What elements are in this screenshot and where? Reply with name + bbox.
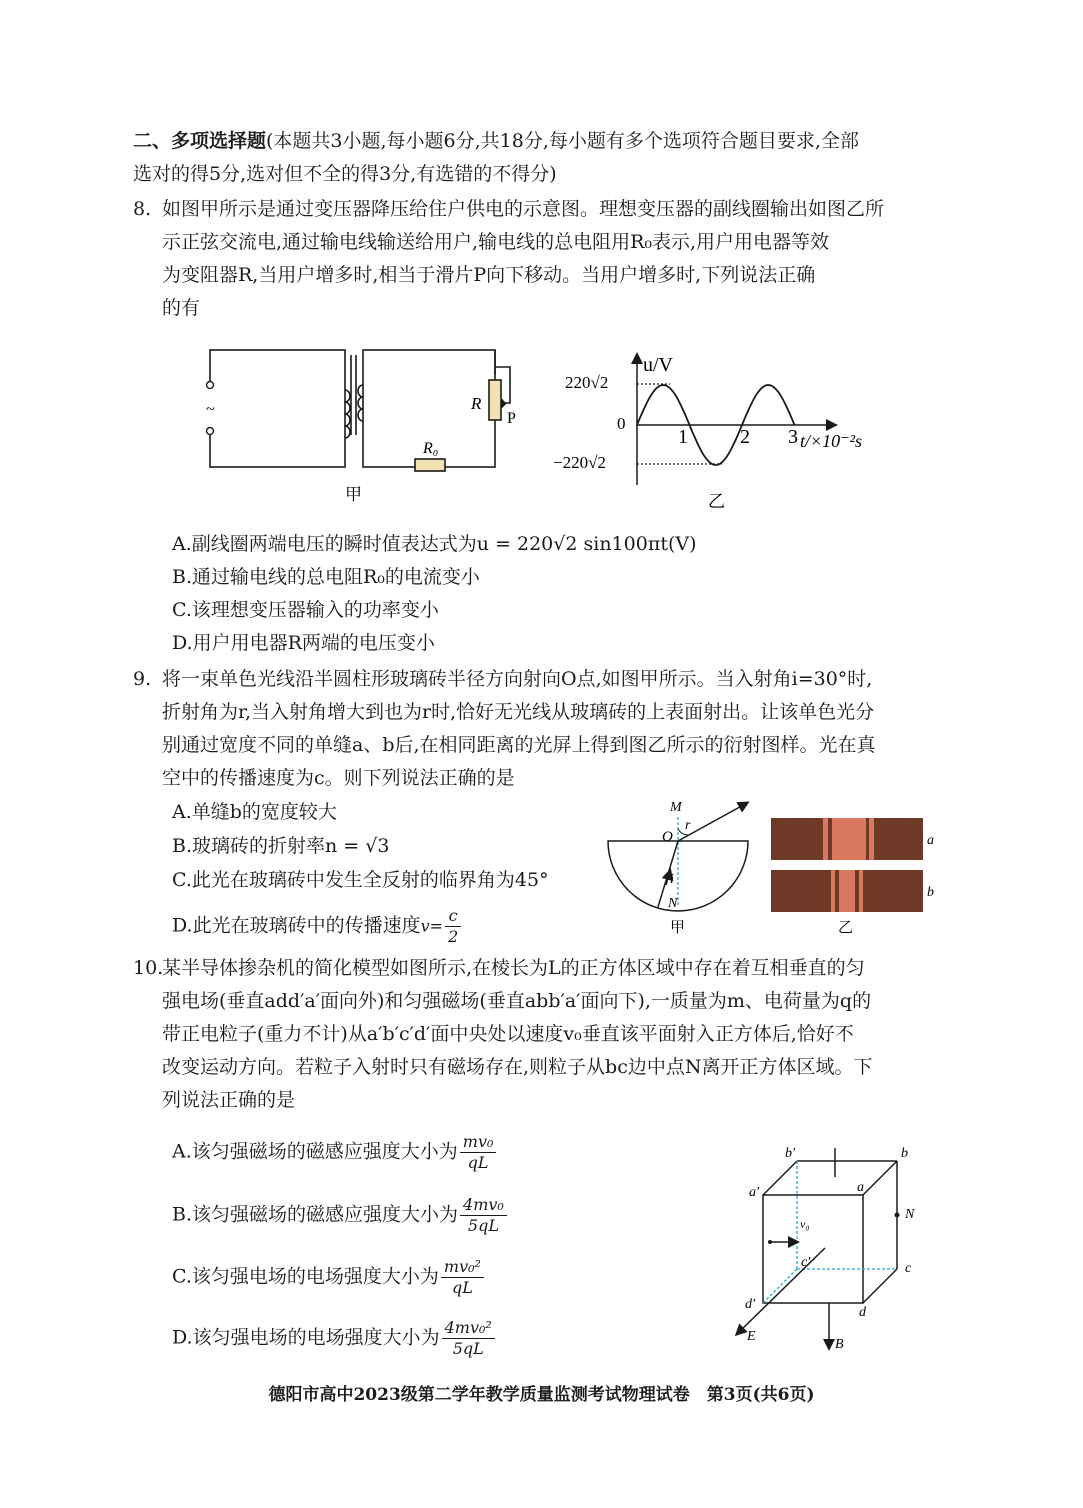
- q9-option-d-var: v=: [420, 916, 444, 936]
- label-N: N: [668, 896, 678, 911]
- q9-option-d: [172, 906, 461, 947]
- label-O: O: [662, 829, 673, 845]
- label-N-cube: N: [905, 1207, 915, 1222]
- q10-option-a-text: A.该匀强磁场的磁感应强度大小为: [172, 1140, 458, 1163]
- label-R0: R₀: [423, 440, 439, 457]
- q10-option-d: [172, 1318, 495, 1359]
- q8-option-d: D.用户用电器R两端的电压变小: [172, 632, 435, 654]
- section-instructions-line2: 选对的得5分,选对但不全的得3分,有选错的不得分): [133, 163, 557, 185]
- label-a: a: [927, 833, 934, 848]
- q10-stem-line2: 强电场(垂直add′a′面向外)和匀强磁场(垂直abb′a′面向下),一质量为m、电荷量为q的: [162, 990, 872, 1012]
- q8-stem-line3: 为变阻器R,当用户增多时,相当于滑片P向下移动。当用户增多时,下列说法正确: [162, 264, 816, 286]
- q8-stem-line2: 示正弦交流电,通过输电线输送给用户,输电线的总电阻用R₀表示,用户用电器等效: [162, 231, 830, 253]
- q10-stem-line4: 改变运动方向。若粒子入射时只有磁场存在,则粒子从bc边中点N离开正方体区域。下: [162, 1056, 873, 1078]
- y-axis-label: u/V: [643, 354, 673, 376]
- q10-option-b: [172, 1195, 507, 1236]
- q10-number: 10.: [133, 957, 164, 979]
- q9-glass-diagram: [600, 795, 765, 940]
- q9-option-b: B.玻璃砖的折射率n = √3: [172, 835, 390, 857]
- q10-option-c-text: C.该匀强电场的电场强度大小为: [172, 1265, 439, 1288]
- label-d: d: [859, 1305, 866, 1320]
- q10-stem-line5: 列说法正确的是: [162, 1089, 296, 1111]
- q10-option-b-den: 5qL: [467, 1216, 499, 1235]
- q9-option-d-num: c: [445, 906, 461, 927]
- label-d-prime: d′: [745, 1297, 756, 1312]
- label-E: E: [747, 1329, 756, 1344]
- q9-stem-line1: 将一束单色光线沿半圆柱形玻璃砖半径方向射向O点,如图甲所示。当入射角i=30°时,: [162, 668, 873, 690]
- y-tick-top: 220√2: [565, 373, 609, 392]
- q10-option-a-den: qL: [467, 1153, 489, 1172]
- label-P: P: [507, 410, 516, 427]
- label-a: a: [857, 1180, 864, 1195]
- label-v0: v₀: [800, 1217, 810, 1231]
- q10-option-d-den: 5qL: [452, 1339, 484, 1358]
- q9-number: 9.: [133, 668, 152, 690]
- caption-yi: 乙: [708, 492, 725, 511]
- q8-number: 8.: [133, 198, 152, 220]
- label-r: r: [685, 818, 691, 833]
- x-axis-label: t/×10⁻²s: [800, 431, 863, 451]
- caption-yi-q9: 乙: [838, 920, 854, 936]
- label-i: i: [670, 872, 674, 887]
- caption-jia: 甲: [345, 485, 362, 504]
- origin-label: 0: [617, 414, 626, 433]
- q9-option-c: C.此光在玻璃砖中发生全反射的临界角为45°: [172, 869, 549, 891]
- section-header: [133, 128, 859, 154]
- page-footer: 德阳市高中2023级第二学年教学质量监测考试物理试卷 第3页(共6页): [268, 1385, 815, 1405]
- label-b: b: [927, 885, 934, 900]
- q9-stem-line3: 别通过宽度不同的单缝a、b后,在相同距离的光屏上得到图乙所示的衍射图样。光在真: [162, 734, 876, 756]
- q10-option-d-num: 4mv₀²: [442, 1318, 495, 1339]
- q10-option-b-text: B.该匀强磁场的磁感应强度大小为: [172, 1203, 459, 1226]
- q8-circuit-diagram: [195, 345, 515, 510]
- q10-option-a-num: mv₀: [460, 1132, 497, 1153]
- label-M: M: [670, 800, 682, 815]
- q10-option-c-den: qL: [451, 1278, 473, 1297]
- label-c-prime: c′: [801, 1255, 811, 1270]
- q8-stem-line4: 的有: [162, 297, 201, 319]
- q10-option-a: [172, 1132, 496, 1173]
- q10-option-b-num: 4mv₀: [460, 1195, 507, 1216]
- q9-stem-line4: 空中的传播速度为c。则下列说法正确的是: [162, 767, 515, 789]
- q9-option-d-den: 2: [448, 927, 459, 946]
- q9-diffraction-patterns: [765, 808, 945, 940]
- label-b: b: [901, 1146, 908, 1161]
- label-c: c: [905, 1261, 912, 1276]
- E-field-arrow: [737, 1248, 825, 1334]
- q10-option-d-text: D.该匀强电场的电场强度大小为: [172, 1326, 440, 1349]
- q9-stem-line2: 折射角为r,当入射角增大到也为r时,恰好无光线从玻璃砖的上表面射出。让该单色光分: [162, 701, 875, 723]
- label-R: R: [471, 394, 482, 413]
- ac-source-symbol: ~: [206, 401, 215, 418]
- q10-cube-diagram: [725, 1130, 930, 1360]
- x-tick-1: 1: [678, 426, 688, 448]
- x-tick-2: 2: [740, 426, 750, 448]
- q8-sine-chart: [545, 345, 885, 515]
- q8-option-b: B.通过输电线的总电阻R₀的电流变小: [172, 566, 480, 588]
- q8-option-c: C.该理想变压器输入的功率变小: [172, 599, 439, 621]
- caption-jia-q9: 甲: [670, 920, 686, 936]
- y-tick-bottom: −220√2: [553, 453, 606, 472]
- x-tick-3: 3: [788, 426, 798, 448]
- q10-stem-line3: 带正电粒子(重力不计)从a′b′c′d′面中央处以速度v₀垂直该平面射入正方体后,恰好不: [162, 1023, 854, 1045]
- q10-option-c-num: mv₀²: [441, 1257, 484, 1278]
- q10-stem-line1: 某半导体掺杂机的简化模型如图所示,在棱长为L的正方体区域中存在着互相垂直的匀: [162, 957, 865, 979]
- label-a-prime: a′: [749, 1185, 760, 1200]
- q8-option-a: A.副线圈两端电压的瞬时值表达式为u = 220√2 sin100πt(V): [172, 533, 697, 555]
- label-B: B: [835, 1337, 844, 1352]
- q8-stem-line1: 如图甲所示是通过变压器降压给住户供电的示意图。理想变压器的副线圈输出如图乙所: [162, 198, 885, 220]
- q9-option-a: A.单缝b的宽度较大: [172, 801, 337, 823]
- section-title: 二、多项选择题: [133, 130, 267, 152]
- q10-option-c: [172, 1257, 484, 1298]
- section-instructions: (本题共3小题,每小题6分,共18分,每小题有多个选项符合题目要求,全部: [266, 130, 859, 152]
- label-b-prime: b′: [785, 1146, 796, 1161]
- q9-option-d-text: D.此光在玻璃砖中的传播速度: [172, 914, 421, 937]
